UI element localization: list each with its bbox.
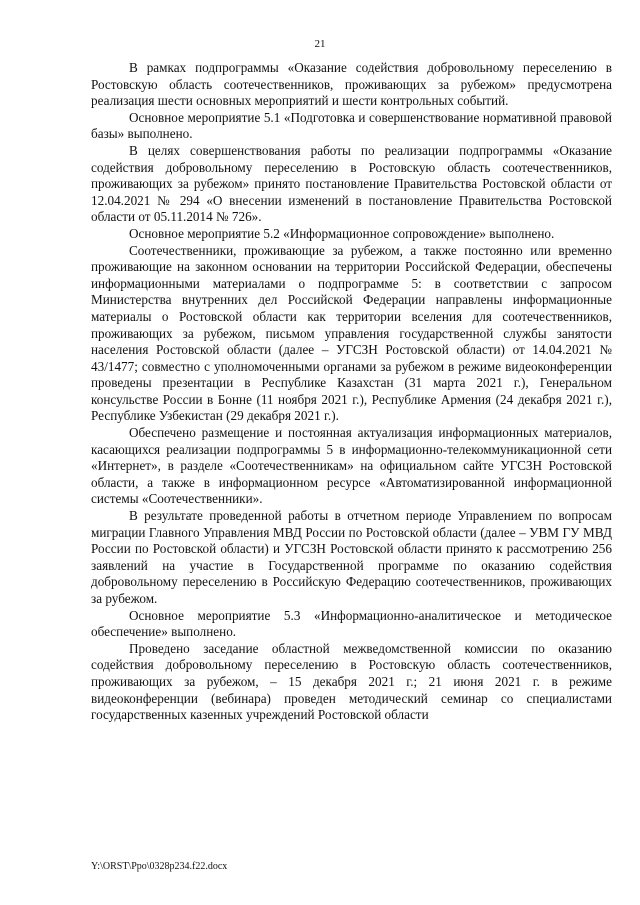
paragraph: В рамках подпрограммы «Оказание содействия добровольному переселению в Ростовскую область соотечественников, проживающих за рубежом» предусмотрена реализация шести основных мероприятий и шести контрольных событий.: [91, 60, 612, 109]
footer-file-path: Y:\ORST\Ppo\0328p234.f22.docx: [91, 861, 228, 872]
page-number: 21: [314, 38, 326, 50]
paragraph: В результате проведенной работы в отчетном периоде Управлением по вопросам миграции Главного Управления МВД России по Ростовской области (далее – УВМ ГУ МВД России по Ростовской области) и УГСЗН Ростовской области принято к рассмотрению 256 заявлений на участие в Государственной программе по оказанию содействия добровольному переселению в Российскую Федерацию соотечественников, проживающих за рубежом.: [91, 508, 612, 606]
paragraph: Основное мероприятие 5.2 «Информационное сопровождение» выполнено.: [129, 225, 555, 241]
paragraph: Соотечественники, проживающие за рубежом, а также постоянно или временно проживающие на законном основании на территории Российской Федерации, обеспечены информационными материалами о подпрограмме 5: в соответствии с запросом Министерства внутренних дел Российской Федерации направлены информационные материалы о Ростовской области как территории вселения для соотечественников, проживающих за рубежом, письмом управления государственной службы занятости населения Ростовской области (далее – УГСЗН Ростовской области) от 14.04.2021 № 43/1477; совместно с уполномоченными органами за рубежом в режиме видеоконференции проведены презентации в Республике Казахстан (31 марта 2021 г.), Генеральном консульстве России в Бонне (11 ноября 2021 г.), Республике Армения (24 декабря 2021 г.), Республике Узбекистан (29 декабря 2021 г.).: [91, 242, 612, 424]
paragraph: Основное мероприятие 5.3 «Информационно-аналитическое и методическое обеспечение» выполнено.: [91, 607, 612, 640]
paragraph: В целях совершенствования работы по реализации подпрограммы «Оказание содействия добровольному переселению в Ростовскую область соотечественников, проживающих за рубежом» принято постановление Правительства Ростовской области от 12.04.2021 № 294 «О внесении изменений в постановление Правительства Ростовской области от 05.11.2014 № 726».: [91, 142, 612, 225]
paragraph: Обеспечено размещение и постоянная актуализация информационных материалов, касающихся реализации подпрограммы 5 в информационно-телекоммуникационной сети «Интернет», в разделе «Соотечественникам» на официальном сайте УГСЗН Ростовской области, а также в информационном ресурсе «Автоматизированной информационной системы «Соотечественники».: [91, 425, 612, 507]
document-body: [91, 60, 612, 724]
paragraph: Проведено заседание областной межведомственной комиссии по оказанию содействия добровольному переселению в Ростовскую область соотечественников, проживающих за рубежом, – 15 декабря 2021 г.; 21 июня 2021 г. в режиме видеоконференции (вебинара) проведен методический семинар со специалистами государственных казенных учреждений Ростовской области: [91, 640, 612, 723]
paragraph: Основное мероприятие 5.1 «Подготовка и совершенствование нормативной правовой базы» выполнено.: [91, 109, 612, 142]
